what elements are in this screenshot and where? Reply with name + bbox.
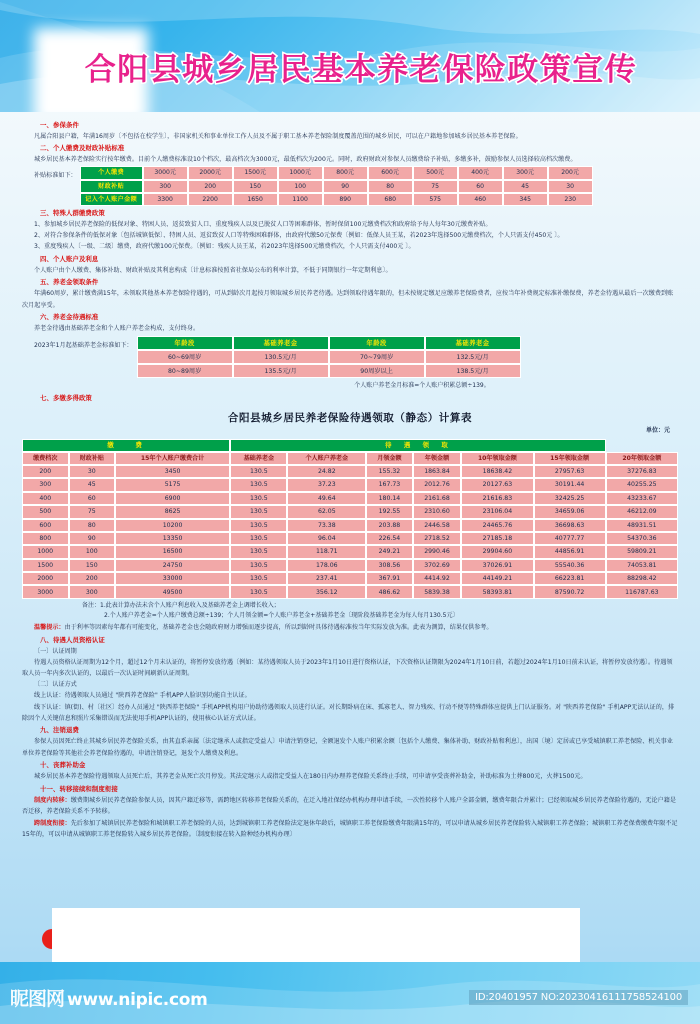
nipic-watermark (10, 984, 208, 1011)
subsidy-cell: 890 (323, 193, 368, 206)
main-table-cell: 88298.42 (606, 572, 678, 585)
subsidy-cell: 680 (368, 193, 413, 206)
main-table-cell: 2446.58 (413, 519, 462, 532)
main-table-cell: 58393.81 (461, 585, 533, 598)
main-table-cell: 167.73 (366, 478, 413, 491)
subsidy-cell: 2000元 (188, 166, 233, 179)
subsidy-cell: 600元 (368, 166, 413, 179)
section-8-paragraph-1: 待遇人员资格认证周期为12个月，超过12个月未认证的，将暂停发放待遇〔例如：某待遇领取人员于2023年1月10日进行资格认证，下次资格认证期限为2024年1月10日前，若超过2024年1月10日前未认证，将暂停发放待遇〕。待遇领取人员一年内多次认证的，以最后一次认证时间刷新认证周期。 (22, 658, 673, 677)
pension-cell: 80~89周岁 (137, 364, 233, 378)
pension-column-header: 年龄段 (137, 336, 233, 350)
subsidy-cell: 345 (503, 193, 548, 206)
main-table-cell: 237.41 (287, 572, 366, 585)
main-table-group-row (22, 439, 678, 452)
main-table-cell: 6900 (115, 492, 230, 505)
main-table-cell: 18638.42 (461, 465, 533, 478)
subsidy-cell: 200元 (548, 166, 593, 179)
main-table-cell: 80 (69, 519, 116, 532)
main-table-cell: 66223.81 (534, 572, 606, 585)
subsidy-cell: 3000元 (143, 166, 188, 179)
subsidy-cell: 500元 (413, 166, 458, 179)
main-table-cell: 34659.06 (534, 505, 606, 518)
subsidy-cell: 80 (368, 180, 413, 193)
section-5-paragraph: 年满60周岁，累计缴费满15年，未领取其他基本养老保险待遇的，可从到龄次月起按月领取城乡居民养老待遇。达到领取待遇年限的，但未按规定缴足应缴养老保险费者，应按当年补费规定标准补缴保费，养老金待遇从最后一次缴费到账次月起享受。 (22, 290, 674, 309)
main-table-cell: 48931.51 (606, 519, 678, 532)
section-3-item-1: 1、参加城乡居民养老保险的低保对象、特困人员、返贫致贫人口、重度残疾人以及已脱贫人口等困难群体，暂时保留100元缴费档次和政府给予每人每年30元缴费补贴。 (34, 220, 492, 228)
main-table-column-header: 月领金额 (366, 452, 413, 465)
main-table-cell: 367.91 (366, 572, 413, 585)
page-title: 合阳县城乡居民基本养老保险政策宣传 (84, 52, 638, 88)
pension-table-block (22, 336, 678, 378)
table-row (22, 585, 678, 598)
section-3-item-3: 3、重度残疾人〔一级、二级〕缴费，政府代缴100元保费。〔例如：残疾人员王某，若2023年选择500元缴费档次，个人只需支付400元 〕。 (34, 242, 415, 250)
subsidy-cell: 3300 (143, 193, 188, 206)
main-table-cell: 226.54 (366, 532, 413, 545)
main-table-cell: 300 (69, 585, 116, 598)
basic-pension-table (137, 336, 521, 378)
subsidy-cell: 30 (548, 180, 593, 193)
table-row (22, 572, 678, 585)
subsidy-cell: 800元 (323, 166, 368, 179)
main-table-cell: 3702.69 (413, 559, 462, 572)
policy-content (0, 112, 700, 840)
table-row (22, 559, 678, 572)
main-table-cell: 33000 (115, 572, 230, 585)
main-table-cell: 49.64 (287, 492, 366, 505)
table-row (22, 532, 678, 545)
internal-transfer-body: 缴费期城乡居民养老保险参保人员，因其户籍迁移等，需跨地区转移养老保险关系的，在迁入地社保经办机构办理申请手续，一次性转移个人账户全部金额，缴费年限合并累计；已经领取城乡居民养老保险待遇的，无论户籍是否迁移，养老保险关系不予转移。 (22, 797, 676, 816)
main-table-cell: 130.5 (230, 465, 287, 478)
main-table-cell: 30 (69, 465, 116, 478)
main-table-cell: 203.88 (366, 519, 413, 532)
main-table-cell: 32425.25 (534, 492, 606, 505)
main-table-column-header: 15年领取金额 (534, 452, 606, 465)
section-heading-1: 一、参保条件 (40, 120, 79, 129)
subsidy-cell: 200 (188, 180, 233, 193)
subsidy-cell: 1500元 (233, 166, 278, 179)
subsidy-cell: 150 (233, 180, 278, 193)
section-heading-7: 七、多缴多得政策 (40, 394, 92, 403)
main-table-cell: 500 (22, 505, 69, 518)
subsidy-table-label: 补贴标准如下： (34, 172, 77, 180)
pension-cell: 130.5元/月 (233, 350, 329, 364)
pension-cell: 135.5元/月 (233, 364, 329, 378)
pension-cell: 90周岁以上 (329, 364, 425, 378)
main-table-cell: 87590.72 (534, 585, 606, 598)
table-row (22, 478, 678, 491)
main-table-cell: 2012.76 (413, 478, 462, 491)
section-heading-5: 五、养老金领取条件 (40, 278, 99, 287)
main-table-cell: 49500 (115, 585, 230, 598)
section-heading-6: 六、养老金待遇标准 (40, 313, 99, 322)
main-table-cell: 3000 (22, 585, 69, 598)
main-table-cell: 130.5 (230, 519, 287, 532)
main-table-body (22, 465, 678, 599)
main-table-cell: 21616.83 (461, 492, 533, 505)
main-table-cell: 59809.21 (606, 545, 678, 558)
main-table-cell: 150 (69, 559, 116, 572)
benefit-calculation-table (22, 439, 678, 599)
main-table-cell: 46212.09 (606, 505, 678, 518)
main-table-cell: 60 (69, 492, 116, 505)
main-table-cell: 37026.91 (461, 559, 533, 572)
main-table-column-header: 财政补贴 (69, 452, 116, 465)
table-row (22, 465, 678, 478)
section-heading-8: 八、待遇人员资格认证 (40, 635, 105, 644)
table-row (22, 492, 678, 505)
main-table-cell: 118.71 (287, 545, 366, 558)
nipic-brand-url: www.nipic.com (67, 990, 208, 1010)
main-table-cell: 200 (22, 465, 69, 478)
main-table-cell: 29904.60 (461, 545, 533, 558)
pension-table-label: 2023年1月起基础养老金标准如下： (34, 342, 133, 350)
subsidy-cell: 60 (458, 180, 503, 193)
main-table-cell: 90 (69, 532, 116, 545)
main-table-cell: 155.32 (366, 465, 413, 478)
section-9-paragraph: 参保人员因死亡终止其城乡居民养老保险关系，由其直系亲属〔法定继承人或指定受益人〕申请注销登记，全额退发个人账户积累余额〔包括个人缴费、集体补助、财政补贴和利息〕，出国〔境〕定居或已享受城镇职工养老保险、机关事业单位养老保险等其他社会养老保险待遇的，申请注销登记，退发个人缴费及利息。 (22, 738, 673, 757)
main-table-cell: 62.05 (287, 505, 366, 518)
main-table-cell: 100 (69, 545, 116, 558)
table-row (80, 180, 593, 193)
main-table-title: 合阳县城乡居民养老保险待遇领取（静态）计算表 (227, 412, 473, 425)
main-table-cell: 45 (69, 478, 116, 491)
main-table-cell: 96.04 (287, 532, 366, 545)
main-table-cell: 486.62 (366, 585, 413, 598)
warm-tip-label: 温馨提示： (34, 623, 65, 631)
main-table-cell: 180.14 (366, 492, 413, 505)
section-heading-2: 二、个人缴费及财政补贴标准 (40, 144, 125, 153)
pension-table-head (137, 336, 521, 350)
main-table-note-1: 备注：1.此表计算办法未含个人账户利息收入及基础养老金上调增长收入； (82, 601, 280, 609)
subsidy-row-label: 个人缴费 (80, 166, 143, 179)
main-table-cell: 600 (22, 519, 69, 532)
table-row (22, 545, 678, 558)
main-table-cell: 44149.21 (461, 572, 533, 585)
main-table-cell: 3450 (115, 465, 230, 478)
main-table-cell: 27957.63 (534, 465, 606, 478)
main-table-column-header: 10年领取金额 (461, 452, 533, 465)
subsidy-cell: 400元 (458, 166, 503, 179)
main-table-cell: 2161.68 (413, 492, 462, 505)
main-table-cell: 44856.91 (534, 545, 606, 558)
table-row (22, 505, 678, 518)
subsidy-cell: 230 (548, 193, 593, 206)
main-table-column-header: 个人账户养老金 (287, 452, 366, 465)
pension-table-body (137, 350, 521, 378)
main-table-column-header: 15年个人账户缴费合计 (115, 452, 230, 465)
main-table-cell: 200 (69, 572, 116, 585)
main-table-cell: 130.5 (230, 492, 287, 505)
footer-bar (0, 962, 700, 1024)
main-table-group-header: 缴 费 (22, 439, 230, 452)
main-table-cell: 178.06 (287, 559, 366, 572)
main-table-cell: 24465.76 (461, 519, 533, 532)
main-table-cell: 249.21 (366, 545, 413, 558)
pension-column-header: 基础养老金 (233, 336, 329, 350)
header-banner (0, 0, 700, 112)
main-table-cell: 1863.84 (413, 465, 462, 478)
main-table-group-header: 待 遇 领 取 (230, 439, 606, 452)
subsidy-cell: 100 (278, 180, 323, 193)
main-table-cell: 300 (22, 478, 69, 491)
subsidy-cell: 1100 (278, 193, 323, 206)
pension-formula-note: 个人账户养老金月标准=个人账户积累总额÷139。 (354, 382, 490, 390)
main-table-cell: 356.12 (287, 585, 366, 598)
main-table-cell: 2718.52 (413, 532, 462, 545)
main-table-cell: 4414.92 (413, 572, 462, 585)
main-table-cell: 54370.36 (606, 532, 678, 545)
table-row (137, 364, 521, 378)
section-11-cross-system (22, 818, 678, 840)
pension-cell: 70~79周岁 (329, 350, 425, 364)
main-table-cell: 130.5 (230, 559, 287, 572)
main-table-cell: 30191.44 (534, 478, 606, 491)
main-table-cell: 55540.36 (534, 559, 606, 572)
subsidy-cell: 90 (323, 180, 368, 193)
main-table-column-header: 缴费档次 (22, 452, 69, 465)
main-table-cell: 10200 (115, 519, 230, 532)
main-table-cell: 130.5 (230, 478, 287, 491)
section-1-paragraph: 凡属合阳县户籍，年满16周岁〔不包括在校学生〕，非国家机关和事业单位工作人员及不属于职工基本养老保险制度覆盖范围的城乡居民，可以在户籍地参加城乡居民基本养老保险。 (34, 132, 522, 140)
section-heading-9: 九、注销退费 (40, 726, 79, 735)
main-table-cell: 8625 (115, 505, 230, 518)
subsidy-cell: 1000元 (278, 166, 323, 179)
section-10-paragraph: 城乡居民基本养老保险待遇领取人员死亡后，其养老金从死亡次月停发。其法定继示人或指定受益人在180日内办理养老保险关系终止手续，可申请享受丧葬补助金，补助标准为土葬800元，火葬1500元。 (34, 773, 587, 781)
main-table-cell: 800 (22, 532, 69, 545)
main-table-cell: 308.56 (366, 559, 413, 572)
main-table-cell: 2990.46 (413, 545, 462, 558)
subsidy-cell: 75 (413, 180, 458, 193)
subsidy-cell: 300元 (503, 166, 548, 179)
main-table-cell: 116787.63 (606, 585, 678, 598)
section-2-paragraph: 城乡居民基本养老保险实行按年缴费。目前个人缴费标准设10个档次，最高档次为3000元，最低档次为200元。同时，政府财政对参保人员缴费给予补贴，多缴多补，鼓励参保人员选择较高档次缴费。 (34, 156, 577, 164)
main-table-cell: 130.5 (230, 505, 287, 518)
pension-cell: 132.5元/月 (425, 350, 521, 364)
main-table-cell: 24750 (115, 559, 230, 572)
section-11-internal-transfer (22, 795, 678, 817)
main-table-cell: 74053.81 (606, 559, 678, 572)
main-table-cell: 130.5 (230, 532, 287, 545)
main-table-cell: 130.5 (230, 585, 287, 598)
table-row (80, 166, 593, 179)
section-heading-4: 四、个人账户及利息 (40, 254, 99, 263)
main-table-cell: 1000 (22, 545, 69, 558)
section-heading-3: 三、特殊人群缴费政策 (40, 208, 105, 217)
main-table-column-row (22, 452, 678, 465)
subsidy-cell: 1650 (233, 193, 278, 206)
main-table-unit: 单位：元 (645, 427, 670, 435)
subsidy-cell: 460 (458, 193, 503, 206)
section-6-paragraph: 养老金待遇由基础养老金和个人账户养老金构成，支付终身。 (34, 325, 200, 333)
section-8-sub-2: 〔二〕认证方式 (34, 681, 77, 689)
pension-column-header: 基础养老金 (425, 336, 521, 350)
subsidy-table-block (22, 166, 678, 206)
main-table-cell: 40777.77 (534, 532, 606, 545)
section-3-item-2: 2、对符合参保条件的低保对象〔包括城镇低保〕、特困人员、返贫致贫人口等特殊困难群体，由政府代缴50元保费〔例如：低保人员王某，若2023年选择500元缴费档次，个人只需支付450元 〕。 (34, 231, 564, 239)
main-table-cell: 13350 (115, 532, 230, 545)
main-table-cell: 2310.60 (413, 505, 462, 518)
section-4-paragraph: 个人账户由个人缴费、集体补助、财政补贴及其利息构成〔计息标准按照省社保局公布的利率计算，不低于同期银行一年定期利息〕。 (34, 266, 392, 274)
section-8-offline-auth: 线下认证：镇(街)、村〔社区〕经办人员通过 "陕西养老保险" 手机APP机构用户协助待遇领取人员进行认证。对长期卧病在床、孤寡老人、智力残疾、行动不便等特殊群体应提供上门认证服务。对 "陕西养老保险" 手机APP无法认证的，排除因个人关键信息和照片采集错误而无法使用手机APP认证的，使用核心认证方式认证。 (22, 703, 675, 722)
warm-tip-body: 由于利率等因素每年都有可能变化，基础养老金也会随政府财力增强而逐步提高，所以到龄时具体待遇标准按当年实际发放为准。此表为测算，结果仅供参考。 (64, 623, 493, 631)
image-id-badge: ID:20401957 NO:20230416111758524100 (469, 990, 688, 1005)
subsidy-row-label: 财政补贴 (80, 180, 143, 193)
subsidy-cell: 575 (413, 193, 458, 206)
main-table-cell: 20127.63 (461, 478, 533, 491)
pension-column-header: 年龄段 (329, 336, 425, 350)
main-table-column-header: 年领金额 (413, 452, 462, 465)
internal-transfer-label: 制度内转移： (34, 797, 71, 805)
main-table-cell: 73.38 (287, 519, 366, 532)
main-table-cell: 2000 (22, 572, 69, 585)
table-row (22, 519, 678, 532)
section-8-sub-1: 〔一〕认证周期 (34, 647, 77, 655)
main-table-notes (82, 601, 678, 622)
main-table-cell: 5175 (115, 478, 230, 491)
main-table-cell: 130.5 (230, 572, 287, 585)
table-row (80, 193, 593, 206)
subsidy-row-label: 记入个人账户金额 (80, 193, 143, 206)
main-table-cell: 1500 (22, 559, 69, 572)
section-8-online-auth: 线上认证：待遇领取人员通过 "陕西养老保险" 手机APP人脸识别功能自主认证。 (34, 692, 251, 700)
main-table-cell: 36698.63 (534, 519, 606, 532)
section-heading-10: 十、丧葬补助金 (40, 761, 86, 770)
main-table-cell: 75 (69, 505, 116, 518)
cross-system-label: 跨制度衔接： (34, 819, 71, 827)
pension-header-row (137, 336, 521, 350)
main-table-cell: 40255.25 (606, 478, 678, 491)
main-table-head (22, 439, 678, 465)
main-table-cell: 37276.83 (606, 465, 678, 478)
section-heading-11: 十一、转移接续和制度衔接 (40, 785, 118, 794)
pension-cell: 138.5元/月 (425, 364, 521, 378)
main-table-cell: 23106.04 (461, 505, 533, 518)
main-table-cell: 400 (22, 492, 69, 505)
subsidy-cell: 2200 (188, 193, 233, 206)
main-table-column-header: 基础养老金 (230, 452, 287, 465)
main-table-cell: 192.55 (366, 505, 413, 518)
subsidy-cell: 45 (503, 180, 548, 193)
pension-cell: 60~69周岁 (137, 350, 233, 364)
main-table-cell: 5839.38 (413, 585, 462, 598)
main-table-cell: 37.23 (287, 478, 366, 491)
warm-tip (34, 622, 678, 633)
main-table-note-2: 2.个人账户养老金=个人账户缴费总额÷139；个人月领金额=个人账户养老金+基础养老金〔现阶段基础养老金为每人每月130.5元〕 (104, 612, 459, 620)
main-table-cell: 24.82 (287, 465, 366, 478)
subsidy-standard-table (80, 166, 593, 206)
main-table-cell: 16500 (115, 545, 230, 558)
main-table-cell: 27185.18 (461, 532, 533, 545)
main-table-column-header: 20年领取金额 (606, 452, 678, 465)
table-row (137, 350, 521, 364)
subsidy-cell: 300 (143, 180, 188, 193)
main-table-cell: 43233.67 (606, 492, 678, 505)
nipic-brand-cn: 昵图网 (10, 988, 65, 1010)
cross-system-body: 先后参加了城镇居民养老保险和城镇职工养老保险的人员，达到城镇职工养老保险法定退休年龄后，城镇职工养老保险缴费年限满15年的，可以申请从城乡居民养老保险转入城镇职工养老保险；城镇职工养老保费缴费年限不足15年的，可以申请从城镇职工养老保险转入城乡居民养老保险。〔制度衔接在转入险种经办机构办理〕 (22, 819, 678, 838)
main-table-cell: 130.5 (230, 545, 287, 558)
subsidy-table-body (80, 166, 593, 206)
